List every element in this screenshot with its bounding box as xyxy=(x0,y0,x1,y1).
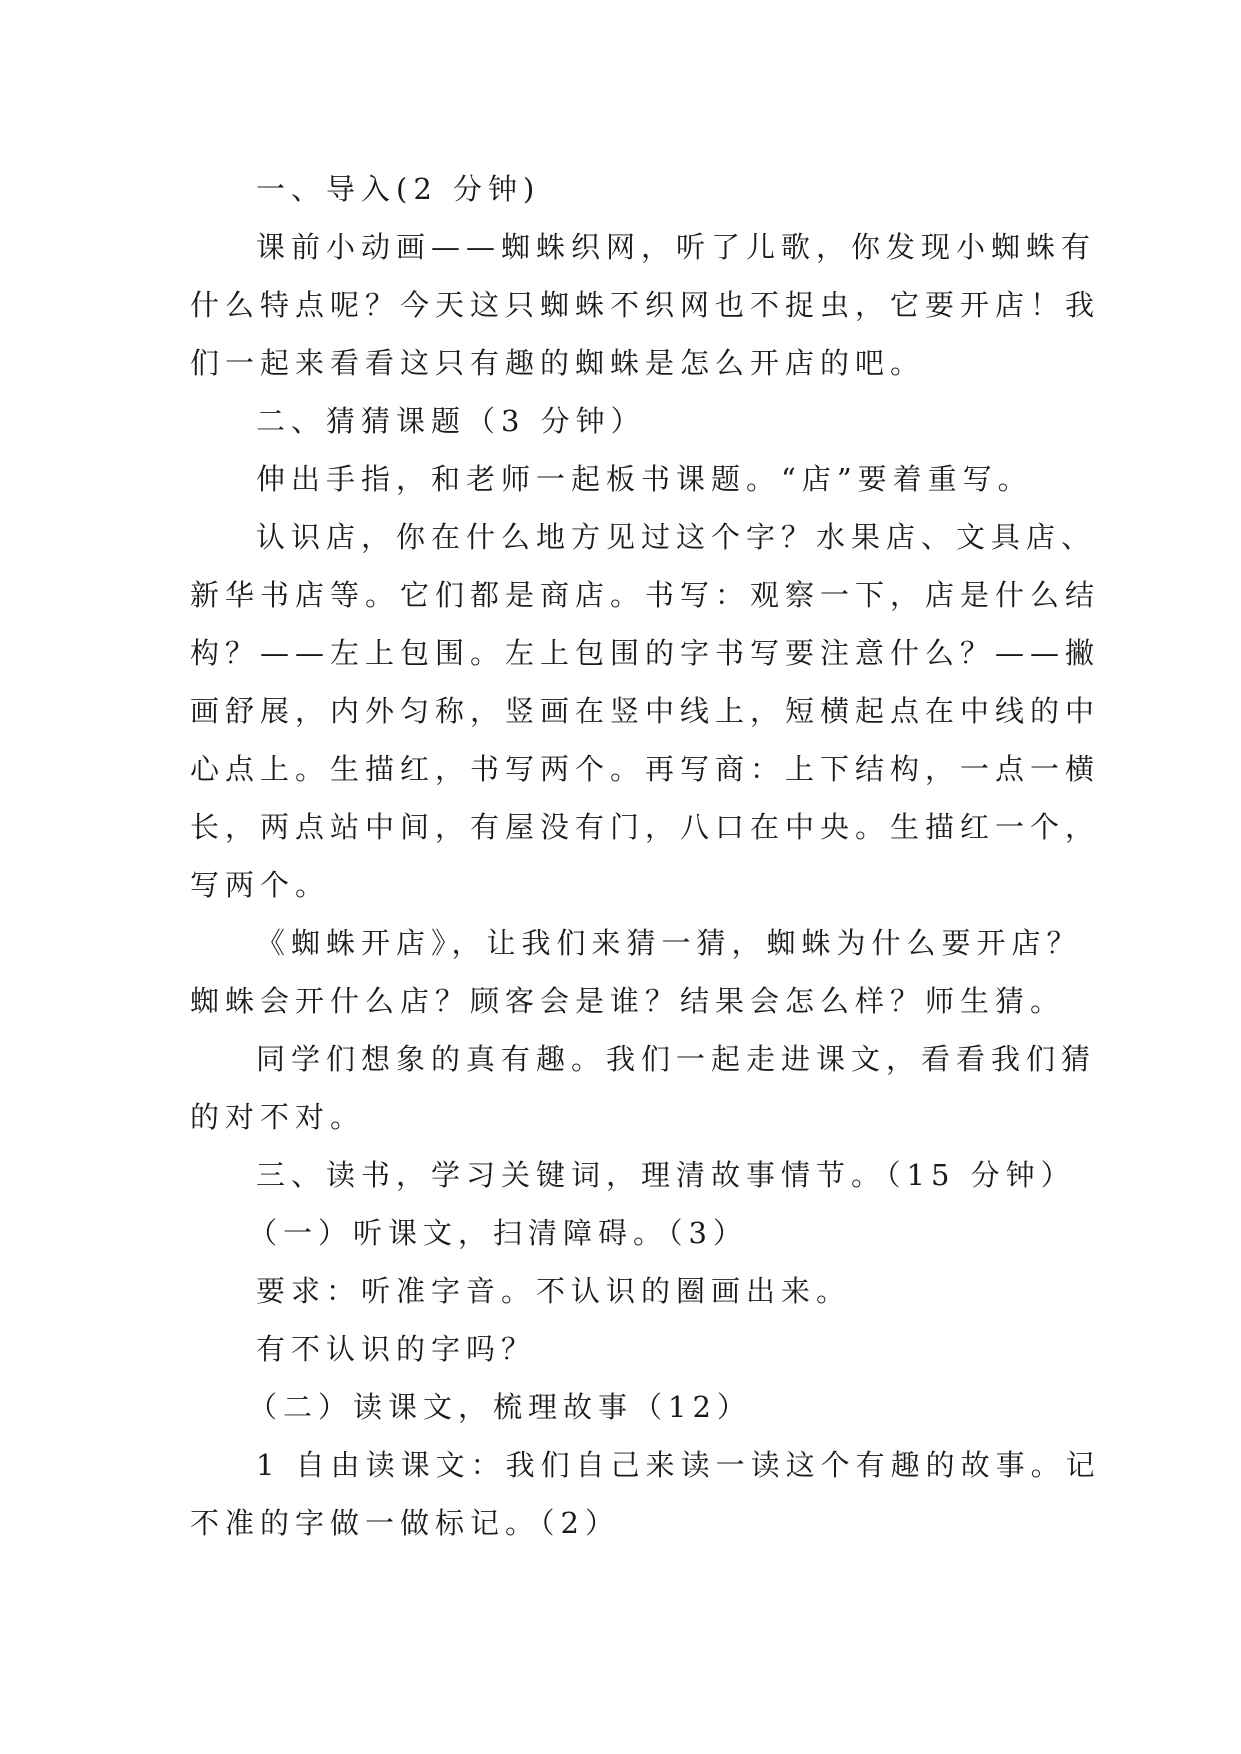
paragraph-line: 1 自由读课文：我们自己来读一读这个有趣的故事。记 xyxy=(256,1448,1101,1482)
paragraph-line: 有不认识的字吗？ xyxy=(256,1332,537,1366)
paragraph-line: 新华书店等。它们都是商店。书写：观察一下，店是什么结 xyxy=(190,578,1101,612)
paragraph-line: 的对不对。 xyxy=(190,1100,366,1134)
paragraph-line: 课前小动画——蜘蛛织网，听了儿歌，你发现小蜘蛛有 xyxy=(256,230,1097,264)
paragraph-line: 画舒展，内外匀称，竖画在竖中线上，短横起点在中线的中 xyxy=(190,694,1101,728)
paragraph-line: 伸出手指，和老师一起板书课题。“店”要着重写。 xyxy=(256,462,1033,496)
section-heading-intro: 一、导入(2 分钟) xyxy=(256,172,541,206)
paragraph-line: 什么特点呢？今天这只蜘蛛不织网也不捉虫，它要开店！我 xyxy=(190,288,1101,322)
paragraph-line: 写两个。 xyxy=(190,868,331,902)
paragraph-line: 构？——左上包围。左上包围的字书写要注意什么？——撇 xyxy=(190,636,1101,670)
paragraph-line: 长，两点站中间，有屋没有门，八口在中央。生描红一个， xyxy=(190,810,1101,844)
paragraph-line: 《蜘蛛开店》，让我们来猜一猜，蜘蛛为什么要开店？ xyxy=(256,926,1082,960)
paragraph-line: 要求：听准字音。不认识的圈画出来。 xyxy=(256,1274,852,1308)
paragraph-line: 们一起来看看这只有趣的蜘蛛是怎么开店的吧。 xyxy=(190,346,926,380)
section-heading-guess-title: 二、猜猜课题（3 分钟） xyxy=(256,404,646,438)
paragraph-line: 认识店，你在什么地方见过这个字？水果店、文具店、 xyxy=(256,520,1097,554)
section-heading-reading: 三、读书，学习关键词，理清故事情节。（15 分钟） xyxy=(256,1158,1076,1192)
paragraph-line: 不准的字做一做标记。（2） xyxy=(190,1506,620,1540)
paragraph-line: 心点上。生描红，书写两个。再写商：上下结构，一点一横 xyxy=(190,752,1101,786)
paragraph-line: 同学们想象的真有趣。我们一起走进课文，看看我们猜 xyxy=(256,1042,1097,1076)
document-page xyxy=(190,160,1101,1552)
paragraph-line: 蜘蛛会开什么店？顾客会是谁？结果会怎么样？师生猜。 xyxy=(190,984,1066,1018)
subsection-heading-listen: （一）听课文，扫清障碍。（3） xyxy=(248,1216,748,1250)
subsection-heading-read: （二）读课文，梳理故事（12） xyxy=(248,1390,752,1424)
